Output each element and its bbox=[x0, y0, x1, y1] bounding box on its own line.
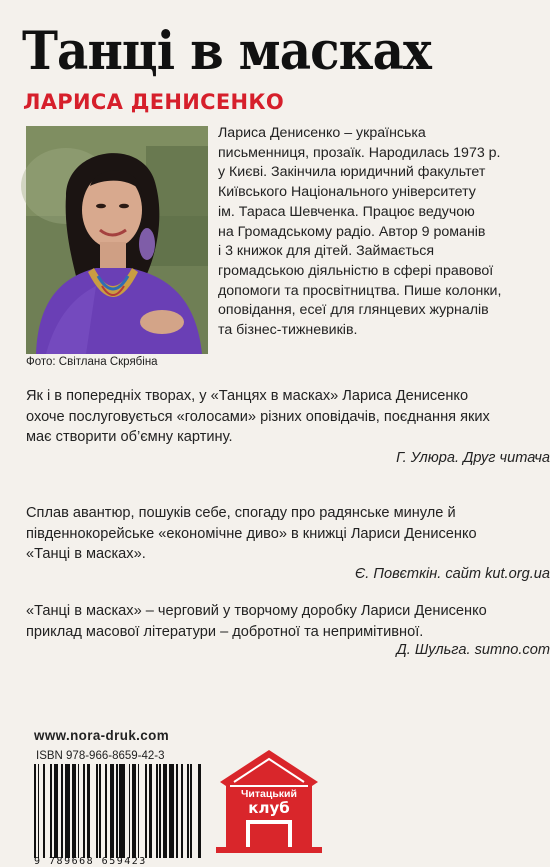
review-attribution: Г. Улюра. Друг читача bbox=[396, 450, 550, 466]
book-title: Танці в масках bbox=[22, 21, 431, 82]
club-label-line2: клуб bbox=[248, 799, 290, 817]
barcode-bar bbox=[201, 764, 203, 858]
barcode-digits: 9 789668 659423 bbox=[34, 856, 147, 867]
club-label-line1: Читацький bbox=[241, 788, 297, 800]
author-bio: Лариса Денисенко – українська письменниця, прозаїк. Народилась 1973 р. у Києві. Закінчила юридичний факультет Київського Національного університету ім. Тараса Шевченка. Працює ведучою на Громадському радіо. Автор 9 романів і 3 книжок для дітей. Займається громадською діяльністю в сфері правової допомоги та просвітництва. Пише колонки, оповідання, есеї для глянцевих журналів та бізнес-тижневиків. bbox=[218, 125, 502, 339]
photo-caption: Фото: Світлана Скрябіна bbox=[26, 356, 158, 368]
barcode-bars bbox=[34, 764, 204, 858]
author-photo bbox=[26, 126, 208, 354]
reading-club-logo bbox=[216, 746, 322, 858]
club-text bbox=[216, 788, 322, 816]
review-attribution: Є. Повєткін. сайт kut.org.ua bbox=[354, 566, 550, 582]
isbn: ISBN 978-966-8659-42-3 bbox=[36, 750, 165, 762]
author-portrait-image bbox=[26, 126, 208, 354]
review-quote: Сплав авантюр, пошуків себе, спогаду про радянське минуле й південнокорейське «економічне диво» в книжці Лариси Денисенко «Танці в масках». bbox=[26, 505, 477, 562]
review-quote: «Танці в масках» – черговий у творчому доробку Лариси Денисенко приклад масової літератури – добротної та непримітивної. bbox=[26, 603, 487, 640]
review-attribution: Д. Шульга. sumno.com bbox=[396, 642, 550, 658]
review-quote: Як і в попередніх творах, у «Танцях в масках» Лариса Денисенко охоче послуговується «голосами» різних оповідачів, поєднання яких має створити об’ємну картину. bbox=[26, 388, 490, 445]
author-name: ЛАРИСА ДЕНИСЕНКО bbox=[23, 90, 284, 114]
barcode bbox=[34, 764, 204, 865]
publisher-website: www.nora-druk.com bbox=[34, 728, 170, 743]
